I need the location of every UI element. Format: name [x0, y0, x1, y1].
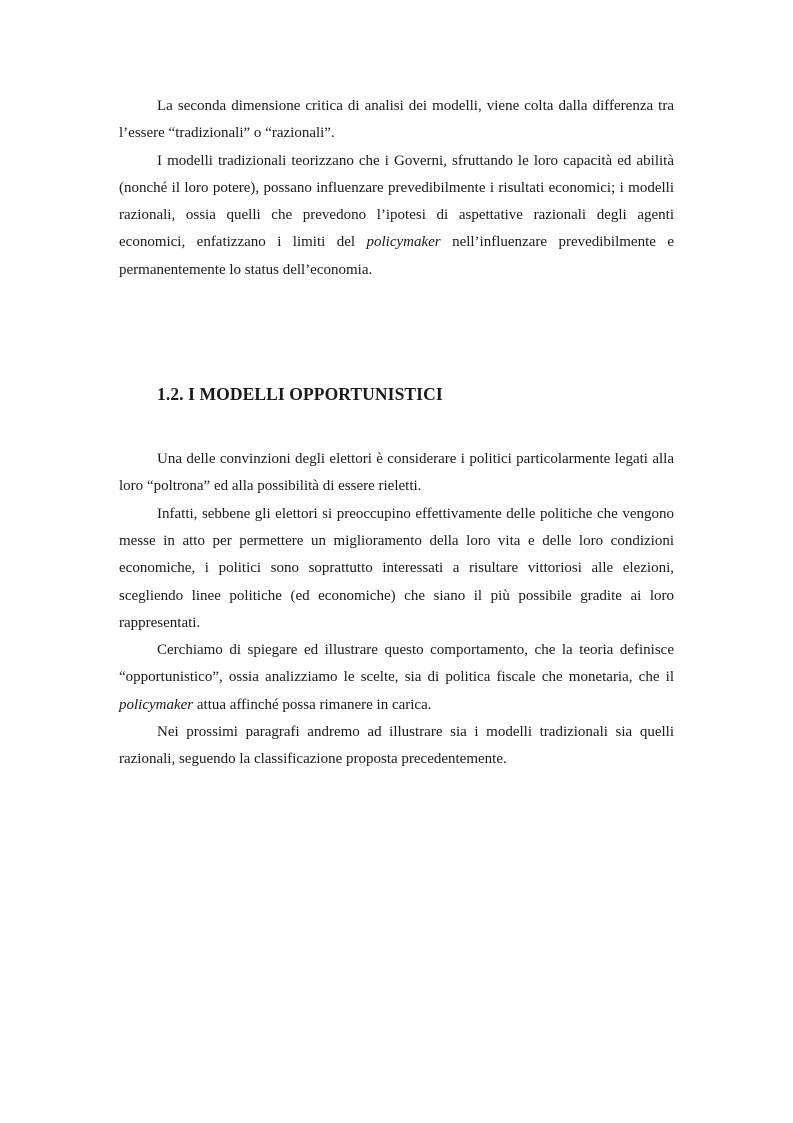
- italic-term-policymaker: policymaker: [119, 696, 194, 713]
- paragraph-text: I modelli tradizionali teorizzano che i Governi, sfruttando le loro capacità ed abilità (nonché il loro potere), possano influenzare prevedibilmente i risultati economici; i modelli razionali, ossia quelli che prevedono l’ipotesi di aspettative razionali degli agenti economici, enfatizzano i limiti del: [119, 152, 674, 251]
- section-opportunistic-models: [119, 446, 674, 774]
- paragraph-text: Cerchiamo di spiegare ed illustrare questo comportamento, che la teoria definisce “opportunistico”, ossia analizziamo le scelte, sia di politica fiscale che monetaria, che il: [119, 642, 674, 686]
- paragraph-opportunistic-behavior: [119, 637, 674, 719]
- section-heading: 1.2. I MODELLI OPPORTUNISTICI: [157, 384, 443, 405]
- paragraph-text: attua affinché possa rimanere in carica.: [193, 696, 432, 713]
- paragraph-text: nell’influenzare prevedibilmente e permanentemente lo status dell’economia.: [119, 234, 674, 278]
- paragraph-politicians-interests: Infatti, sebbene gli elettori si preoccupino effettivamente delle politiche che vengono messe in atto per permettere un miglioramento della loro vita e delle loro condizioni economiche, i politici sono soprattutto interessati a risultare vittoriosi alle elezioni, scegliendo linee politiche (ed economiche) che siano il più possibile gradite ai loro rappresentati.: [119, 505, 674, 631]
- italic-term-policymaker: policymaker: [366, 234, 441, 251]
- paragraph-voters-convictions: Una delle convinzioni degli elettori è considerare i politici particolarmente legati alla loro “poltrona” ed alla possibilità di essere rieletti.: [119, 451, 674, 495]
- paragraph-models-definition: [119, 148, 674, 284]
- paragraph-next-sections: Nei prossimi paragrafi andremo ad illustrare sia i modelli tradizionali sia quelli razionali, seguendo la classificazione proposta precedentemente.: [119, 724, 674, 768]
- section-intro: [119, 93, 674, 284]
- paragraph-traditional-vs-rational: La seconda dimensione critica di analisi dei modelli, viene colta dalla differenza tra l’essere “tradizionali” o “razionali”.: [119, 98, 674, 142]
- document-page: [119, 93, 674, 774]
